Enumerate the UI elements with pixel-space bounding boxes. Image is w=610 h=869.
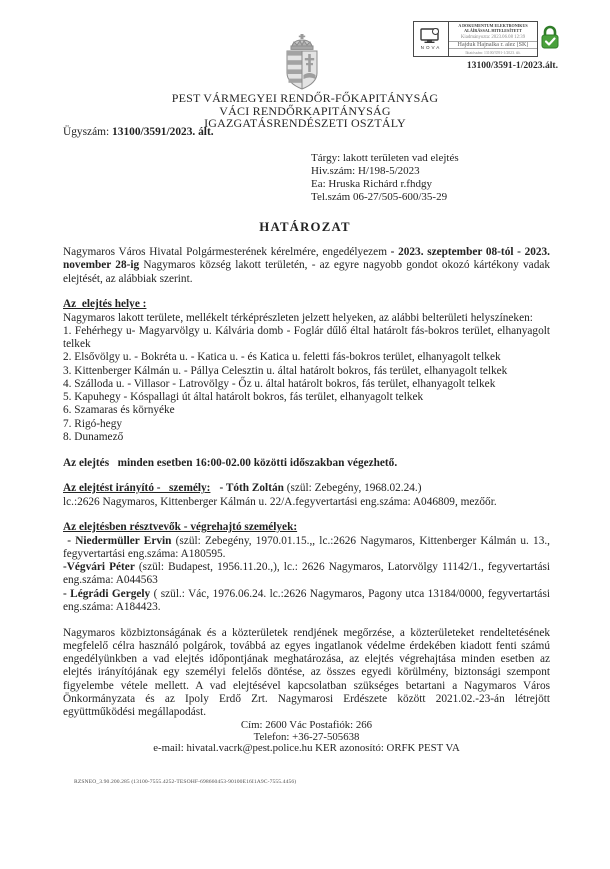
section-heading-participants: Az elejtésben résztvevők - végrehajtó személyek: — [63, 521, 298, 534]
footer-contact-block — [63, 720, 550, 755]
stamp-box — [413, 21, 538, 57]
list-item: 6. Szamaras és környéke — [63, 404, 175, 417]
document-title: HATÁROZAT — [259, 220, 351, 234]
participant-details: ( szül.: Vác, 1976.06.24. lc.:2626 Nagymaros, Pagony utca 13184/0000, fegyvertartási eng.száma: A184423. — [63, 587, 550, 613]
leader-details: lc.:2626 Nagymaros, Kittenberger Kálmán u. 22/A.fegyvertartási eng.száma: A046809, mezőőr. — [63, 495, 497, 508]
section-heading-leader: Az elejtést irányító - személy: — [63, 482, 211, 495]
stamp-text-lines — [449, 22, 537, 56]
org-name-line3: IGAZGATÁSRENDÉSZETI OSZTÁLY — [204, 116, 406, 131]
org-name-line1: PEST VÁRMEGYEI RENDŐR-FŐKAPITÁNYSÁG — [171, 91, 439, 105]
list-item: 5. Kapuhegy - Kóspallagi út által határolt bokros, fás terület, elhanyagolt telkek — [63, 391, 424, 403]
intro-text-1: Nagymaros Város Hivatal Polgármesterének kérelmére, engedélyezem — [63, 246, 391, 258]
stamp-issued-line: Kiadmányozta: 2023.06.08 12:39 — [460, 34, 526, 40]
meta-block — [311, 152, 459, 204]
location-list — [63, 325, 550, 444]
letterhead — [0, 92, 610, 130]
footer-phone: Telefon: +36-27-505638 — [253, 730, 360, 743]
signature-lock-icon — [540, 25, 560, 54]
section-heading-location: Az elejtés helye : — [63, 298, 147, 311]
case-number-value: 13100/3591/2023. ált. — [112, 126, 214, 138]
location-intro: Nagymaros lakott területe, mellékelt térképrészleten jelzett helyeken, az alábbi belterületi helyszíneken: — [63, 311, 533, 324]
nova-logo — [414, 22, 449, 56]
leader-line — [63, 482, 550, 495]
reference-line: Hiv.szám: H/198-5/2023 — [311, 164, 420, 177]
intro-paragraph — [63, 246, 550, 286]
system-footnote: RZSNEO_3.90.200.285 (13100-7555.4252-TESOHF-698660453-90100E16I1A9C-7555.4456) — [74, 779, 297, 785]
participant-details: (szül: Zebegény, 1970.01.15.,, lc.:2626 Nagymaros, Kittenberger Kálmán u. 13., fegyvertartási eng.száma: A180595. — [63, 534, 551, 560]
participant-entry — [63, 535, 550, 562]
case-number-label: Ügyszám: — [63, 126, 113, 138]
list-item: 7. Rigó-hegy — [63, 417, 122, 430]
stamp-signer-line: Hajduk Hajnalka r. alez [SK] — [449, 41, 537, 49]
intro-text-2: Nagymaros község lakott területén, - az egyre nagyobb gondot okozó kártékony vadak elejtését, az alábbiak szerint. — [63, 259, 551, 285]
document-body — [63, 246, 550, 755]
participant-details: (szül: Budapest, 1956.11.20.,), lc.: 2626 Nagymaros, Latorvölgy 11142/1., fegyvertartási eng.száma: A044563 — [63, 561, 550, 587]
list-item: 3. Kittenberger Kálmán u. - Pállya Celesztin u. által határolt bokros, fás terület, elhanyagolt telkek — [63, 364, 508, 377]
list-item: 1. Fehérhegy u- Magyarvölgy u. Kálvária domb - Foglár dűlő éltal határolt fás-bokros terület, elhanyagolt telkek — [63, 324, 550, 350]
phone-line: Tel.szám 06-27/505-600/35-29 — [311, 190, 448, 203]
signature-stamp — [413, 21, 560, 57]
case-number-line — [63, 126, 214, 138]
org-name-line2: VÁCI RENDŐRKAPITÁNYSÁG — [219, 103, 391, 118]
nova-monitor-icon — [420, 28, 442, 44]
leader-name: - Tóth Zoltán — [219, 482, 284, 495]
participant-entry — [63, 588, 550, 615]
participant-name: - Légrádi Gergely — [63, 587, 151, 600]
time-rule: Az elejtés minden esetben 16:00-02.00 közötti időszakban végezhető. — [63, 456, 398, 469]
footer-email: e-mail: hivatal.vacrk@pest.police.hu KER azonosító: ORFK PEST VA — [153, 742, 460, 755]
list-item: 8. Dunamező — [63, 430, 124, 443]
intro-dates: - 2023. szeptember 08-tól - 2023. november 28-ig — [63, 246, 551, 272]
list-item: 4. Szálloda u. - Villasor - Latrovölgy - Őz u. által határolt bokros, fás terület, elhanyagolt telkek — [63, 377, 496, 390]
nova-label: NOVA — [420, 45, 442, 50]
stamp-certified-line: A DOKUMENTUM ELEKTRONIKUS ALÁÍRÁSSAL HITELESÍTETT — [458, 23, 528, 33]
participant-name: -Végvári Péter — [63, 561, 135, 573]
leader-birth: (szül: Zebegény, 1968.02.24.) — [283, 482, 422, 495]
stamp-reference-number: 13100/3591-1/2023.ált. — [466, 60, 558, 71]
closing-paragraph: Nagymaros közbiztonságának és a közterületek rendjének megőrzése, a közterületeket rendeltetésének megfelelő célra használó polgárok, továbbá az egyes ingatlanok védelme érdekében kiadott fenti számú engedélyünkben a vad elejtés időpontjának meghatározása, az elejtés végrehajtása minden esetben az elejtés irányítójának egy személyi felelős döntése, az összes egyedi körülmény, biztonsági szempont figyelembe vétele mellett. A vad elejtésével kapcsolatban szükséges betartani a Nagymaros Város Önkormányzata és az Ipoly Erdő Zrt. Nagymarosi Erdészete között 2021.02.-23-án létrejött együttműködési megállapodást. — [63, 626, 550, 718]
stamp-file-line: Iktatószám: 13100/3591-1/2023. ált. — [465, 50, 521, 55]
list-item: 2. Elsővölgy u. - Bokréta u. - Katica u. - és Katica u. feletti fás-bokros terület, elhanyagolt telkek — [63, 351, 501, 364]
participant-entry — [63, 561, 550, 588]
footer-address: Cím: 2600 Vác Postafiók: 266 — [240, 719, 373, 732]
subject-line: Tárgy: lakott területen vad elejtés — [311, 152, 459, 164]
hungarian-coat-of-arms-icon — [281, 33, 323, 96]
case-officer-line: Ea: Hruska Richárd r.fhdgy — [311, 177, 432, 190]
participant-name: - Niedermüller Ervin — [63, 534, 172, 547]
